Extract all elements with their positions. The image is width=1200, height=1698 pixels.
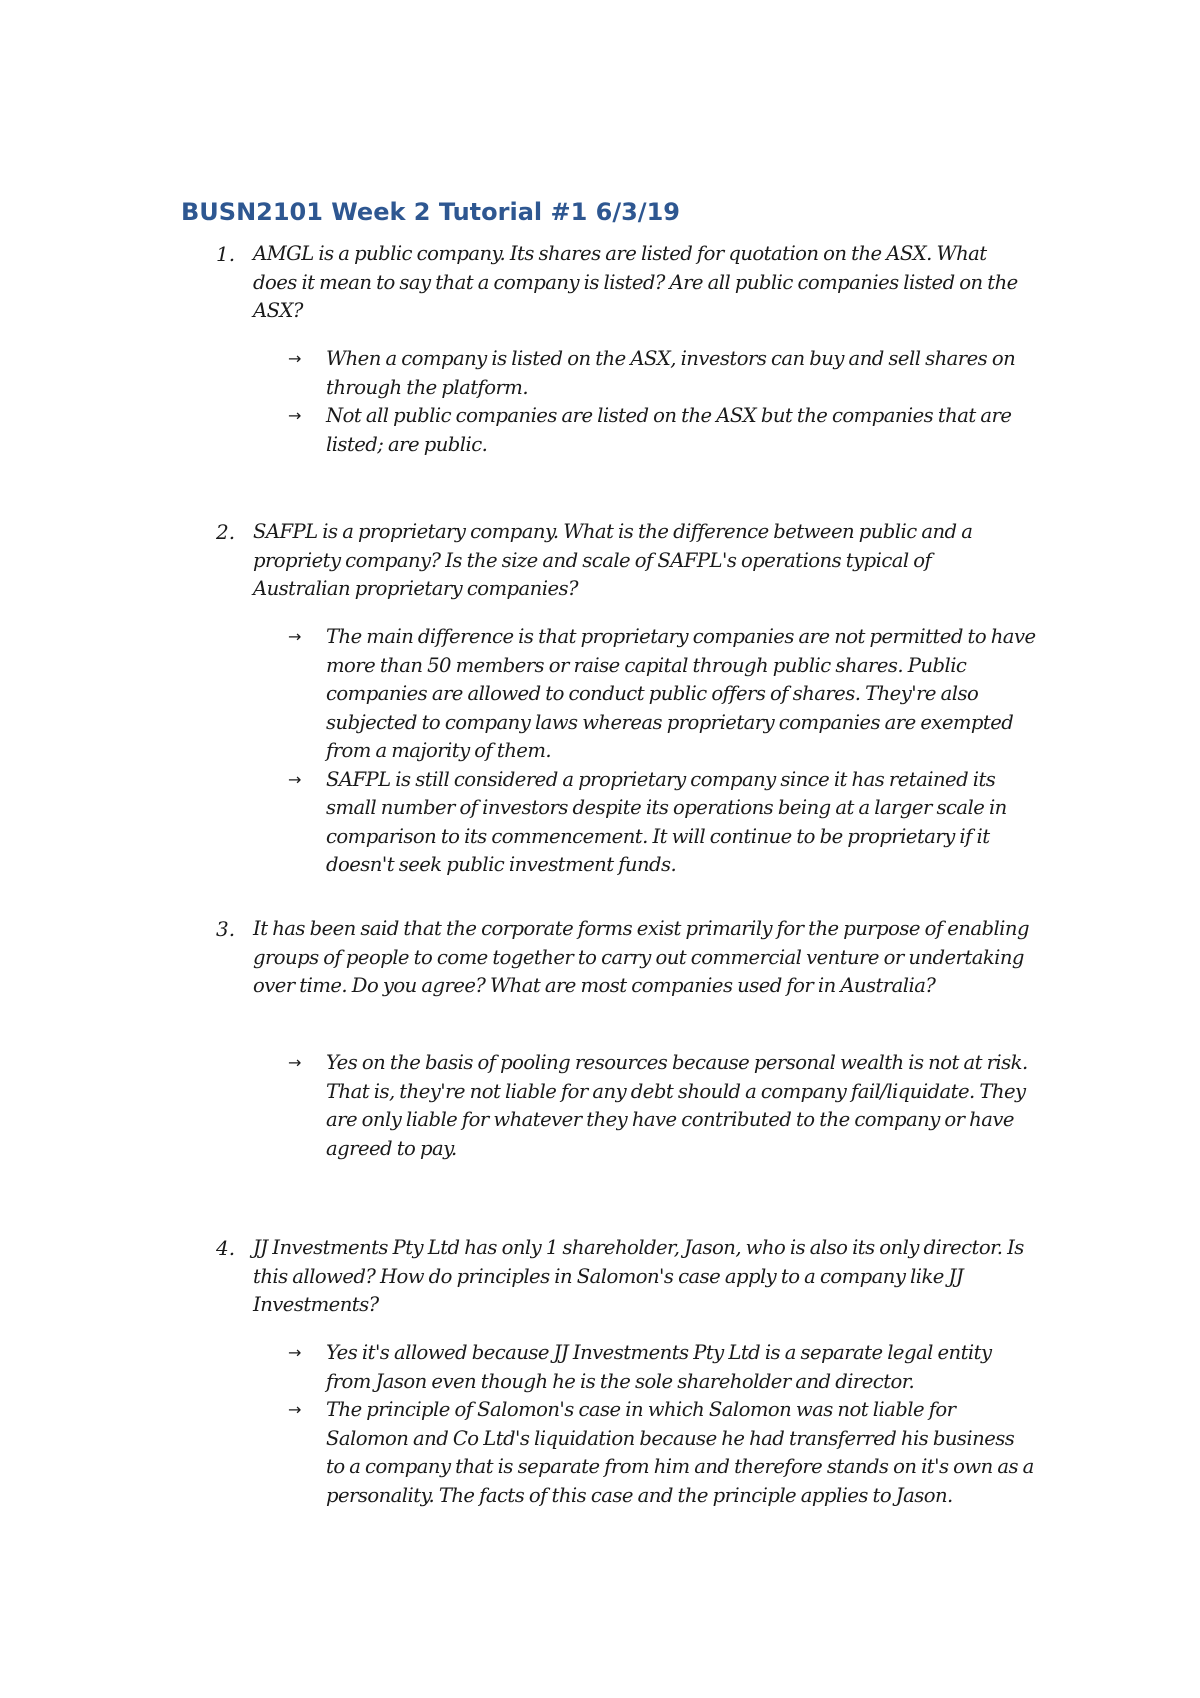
question-text: AMGL is a public company. Its shares are listed for quotation on the ASX. What does it mean to say that a company is listed? Are all public companies listed on the ASX? [253, 242, 1018, 322]
question-text: SAFPL is a proprietary company. What is the difference between public and a propriety company? Is the size and scale of SAFPL's operations typical of Australian proprietary companies? [253, 520, 973, 600]
answer-item [0, 1396, 1200, 1510]
arrow-icon: → [288, 1343, 302, 1362]
answer-list-2 [0, 623, 1200, 880]
answer-list-3 [0, 1049, 1200, 1163]
arrow-icon: → [288, 769, 302, 789]
answer-text: Yes on the basis of pooling resources because personal wealth is not at risk. That is, they're not liable for any debt should a company fail/liquidate. They are only liable for whatever they have contributed to the company or have agreed to pay. [326, 1051, 1028, 1160]
answer-text: Not all public companies are listed on the ASX but the companies that are listed; are public. [326, 404, 1012, 456]
answer-item [0, 402, 1200, 459]
answer-text: The main difference is that proprietary companies are not permitted to have more than 50 members or raise capital through public shares. Public companies are allowed to conduct public offers of shares. They're also subjected to company laws whereas proprietary companies are exempted from a majority of them. [326, 625, 1036, 762]
question-number: 2. [216, 520, 236, 544]
question-number: 4. [216, 1236, 236, 1260]
answer-text: When a company is listed on the ASX, investors can buy and sell shares on through the platform. [326, 347, 1016, 399]
question-number: 3. [216, 917, 236, 941]
answer-list-1 [0, 345, 1200, 459]
answer-item [0, 345, 1200, 402]
arrow-icon: → [288, 349, 302, 368]
question-text: JJ Investments Pty Ltd has only 1 shareholder, Jason, who is also its only director. Is this allowed? How do principles in Salomon's case apply to a company like JJ Investments? [253, 1236, 1024, 1316]
answer-text: SAFPL is still considered a proprietary company since it has retained its small number of investors despite its operations being at a larger scale in comparison to its commencement. It will continue to be proprietary if it doesn't seek public investment funds. [326, 767, 1007, 876]
question-number: 1. [216, 242, 236, 266]
document-title: BUSN2101 Week 2 Tutorial #1 6/3/19 [181, 198, 680, 226]
answer-item [0, 623, 1200, 766]
answer-item [0, 766, 1200, 880]
arrow-icon: → [288, 1400, 302, 1419]
question-text: It has been said that the corporate forms exist primarily for the purpose of enabling groups of people to come together to carry out commercial venture or undertaking over time. Do you agree? What are most companies used for in Australia? [253, 917, 1029, 997]
arrow-icon: → [288, 406, 302, 425]
arrow-icon: → [288, 1053, 302, 1072]
answer-item [0, 1339, 1200, 1396]
answer-list-4 [0, 1339, 1200, 1510]
answer-item [0, 1049, 1200, 1163]
answer-text: The principle of Salomon's case in which Salomon was not liable for Salomon and Co Ltd's liquidation because he had transferred his business to a company that is separate from him and therefore stands on it's own as a personality. The facts of this case and the principle applies to Jason. [326, 1398, 1034, 1507]
arrow-icon: → [288, 627, 302, 646]
answer-text: Yes it's allowed because JJ Investments Pty Ltd is a separate legal entity from Jason even though he is the sole shareholder and director. [326, 1341, 992, 1393]
